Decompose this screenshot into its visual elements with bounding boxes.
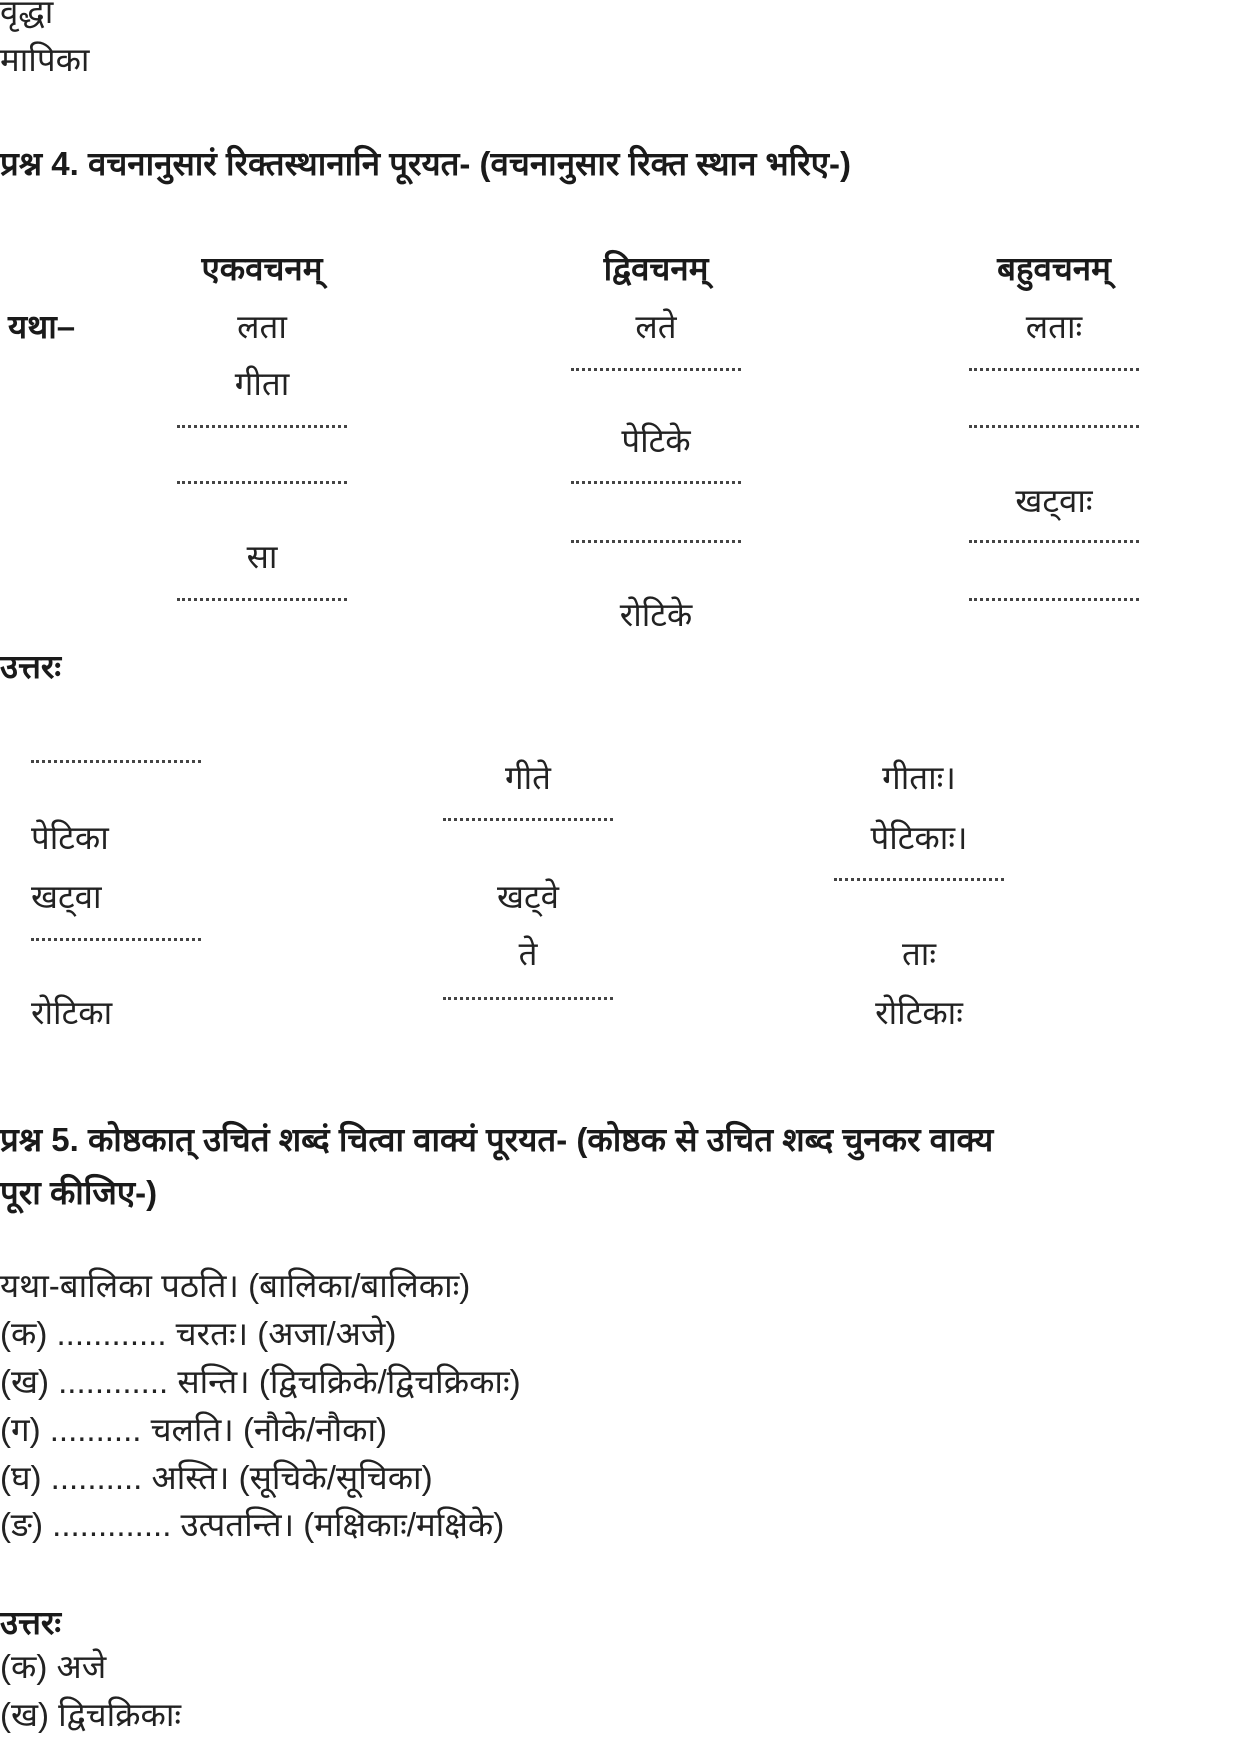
blank-line <box>177 481 347 484</box>
word-cell: लते <box>635 308 677 345</box>
blank-line <box>177 598 347 601</box>
answer-cell: पेटिका <box>31 819 109 856</box>
answer-cell: रोटिका <box>31 994 113 1031</box>
answer-cell: खट्वे <box>497 878 559 915</box>
blank-line <box>834 878 1004 881</box>
q5-item-ka: (क) ............ चरतः। (अजा/अजे) <box>0 1315 397 1352</box>
word-cell: रोटिके <box>619 596 693 633</box>
blank-line <box>969 425 1139 428</box>
q5-item-gha: (घ) .......... अस्ति। (सूचिके/सूचिका) <box>0 1459 433 1496</box>
q5-item-ga: (ग) .......... चलति। (नौके/नौका) <box>0 1411 388 1448</box>
q5-item-nga: (ङ) ............. उत्पतन्ति। (मक्षिकाः/मक्षिके) <box>0 1506 505 1543</box>
q4-answer-label: उत्तरः <box>0 648 62 685</box>
word-cell: गीता <box>234 365 290 402</box>
word-cell: लता <box>237 308 287 345</box>
answer-cell: रोटिकाः <box>875 994 963 1031</box>
blank-line <box>969 598 1139 601</box>
q5-answer-ka: (क) अजे <box>0 1648 107 1685</box>
blank-line <box>443 818 613 821</box>
word-vriddha: वृद्धा <box>0 0 54 30</box>
blank-line <box>31 760 201 763</box>
answer-cell: गीते <box>505 759 551 796</box>
q5-heading-line1: प्रश्न 5. कोष्ठकात् उचितं शब्दं चित्वा वाक्यं पूरयत- (कोष्ठक से उचित शब्द चुनकर वाक्य <box>0 1121 994 1158</box>
q5-heading-line2: पूरा कीजिए-) <box>0 1174 158 1211</box>
q5-item-kha: (ख) ............ सन्ति। (द्विचक्रिके/द्विचक्रिकाः) <box>0 1363 521 1400</box>
col-header-bahuvachan: बहुवचनम् <box>997 250 1111 287</box>
q5-answer-kha: (ख) द्विचक्रिकाः <box>0 1696 182 1733</box>
word-cell: खट्वाः <box>1015 482 1093 519</box>
col-header-dvivachan: द्विवचनम् <box>603 250 709 287</box>
q4-heading: प्रश्न 4. वचनानुसारं रिक्तस्थानानि पूरयत- (वचनानुसार रिक्त स्थान भरिए-) <box>0 145 852 182</box>
example-label: यथा– <box>8 308 76 345</box>
blank-line <box>31 938 201 941</box>
answer-cell: ते <box>518 935 538 972</box>
blank-line <box>177 425 347 428</box>
answer-cell: गीताः। <box>882 759 956 796</box>
answer-cell: ताः <box>901 935 937 972</box>
q5-example: यथा-बालिका पठति। (बालिका/बालिकाः) <box>0 1267 471 1304</box>
answer-cell: खट्वा <box>31 878 102 915</box>
answer-cell: पेटिकाः। <box>870 819 968 856</box>
blank-line <box>571 540 741 543</box>
blank-line <box>443 997 613 1000</box>
blank-line <box>571 481 741 484</box>
word-cell: सा <box>246 538 278 575</box>
word-cell: पेटिके <box>621 422 691 459</box>
word-mapika: मापिका <box>0 41 90 78</box>
blank-line <box>969 540 1139 543</box>
blank-line <box>969 368 1139 371</box>
col-header-ekavachan: एकवचनम् <box>201 250 323 287</box>
word-cell: लताः <box>1025 308 1083 345</box>
blank-line <box>571 368 741 371</box>
q5-answer-label: उत्तरः <box>0 1604 62 1641</box>
